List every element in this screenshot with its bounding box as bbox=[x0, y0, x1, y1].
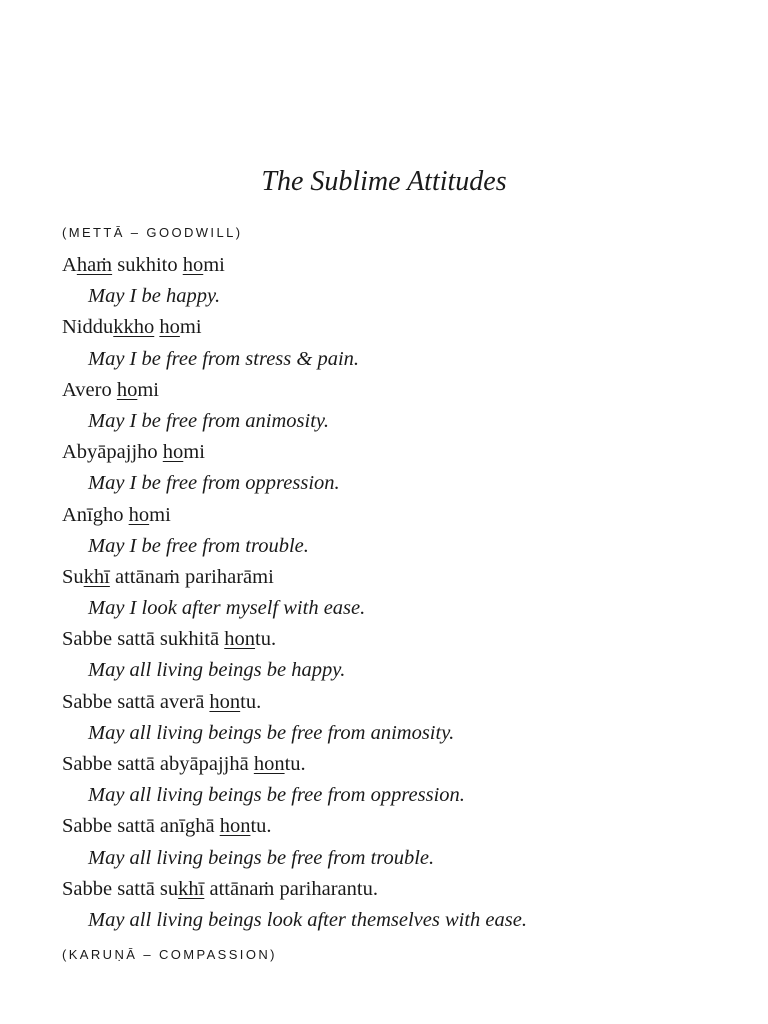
pali-line bbox=[62, 562, 742, 593]
section-heading-metta: (METTĀ – GOODWILL) bbox=[62, 225, 243, 240]
underlined-syllable: haṁ bbox=[76, 254, 113, 276]
pali-text: mi bbox=[179, 316, 202, 339]
pali-text: mi bbox=[137, 378, 159, 401]
english-translation: May all living beings be free from animosity. bbox=[88, 721, 455, 744]
pali-text: Sabbe sattā anīghā bbox=[62, 815, 220, 838]
page-title: The Sublime Attitudes bbox=[261, 166, 507, 197]
english-translation: May all living beings be free from trouble. bbox=[88, 846, 435, 869]
pali-text: Anīgho bbox=[62, 503, 129, 526]
pali-text: mi bbox=[203, 254, 225, 276]
pali-text: Sabbe sattā averā bbox=[62, 690, 210, 713]
pali-text: attānaṁ pariharāmi bbox=[109, 565, 274, 588]
pali-text: Avero bbox=[62, 378, 117, 401]
pali-line bbox=[62, 811, 742, 842]
pali-text: tu. bbox=[284, 753, 306, 775]
english-translation: May all living beings be free from oppression. bbox=[88, 784, 465, 807]
verse-list bbox=[62, 250, 742, 936]
pali-text: mi bbox=[149, 503, 171, 526]
english-translation: May I be free from trouble. bbox=[88, 534, 309, 557]
pali-text: tu. bbox=[250, 815, 272, 838]
pali-line bbox=[62, 312, 742, 343]
pali-text: sukhito bbox=[112, 254, 183, 276]
pali-line bbox=[62, 687, 742, 718]
underlined-syllable: ho bbox=[162, 441, 184, 464]
pali-text: Abyāpajjho bbox=[62, 441, 163, 464]
pali-text: A bbox=[62, 254, 77, 276]
pali-line bbox=[62, 437, 742, 468]
pali-line bbox=[62, 624, 742, 655]
underlined-syllable: ho bbox=[116, 378, 138, 401]
underlined-syllable: hon bbox=[209, 690, 241, 713]
underlined-syllable: kkho bbox=[113, 316, 155, 339]
pali-text: mi bbox=[183, 441, 205, 464]
underlined-syllable: hon bbox=[224, 628, 256, 651]
underlined-syllable: ho bbox=[128, 503, 150, 526]
english-translation: May I be free from animosity. bbox=[88, 409, 330, 432]
english-translation: May all living beings look after themselves with ease. bbox=[88, 908, 527, 931]
pali-text: Sabbe sattā sukhitā bbox=[62, 628, 225, 651]
pali-line bbox=[62, 874, 742, 905]
english-translation: May I look after myself with ease. bbox=[88, 597, 366, 620]
pali-text: Niddu bbox=[62, 316, 114, 339]
pali-text: attānaṁ pariharantu. bbox=[204, 877, 378, 900]
english-translation: May all living beings be happy. bbox=[88, 659, 346, 682]
english-translation: May I be happy. bbox=[88, 285, 221, 308]
pali-line bbox=[62, 250, 742, 281]
pali-line bbox=[62, 500, 742, 531]
pali-line bbox=[62, 375, 742, 406]
underlined-syllable: ho bbox=[159, 316, 180, 339]
section-heading-karuna: (KARUṆĀ – COMPASSION) bbox=[62, 947, 277, 962]
pali-text: Sabbe sattā abyāpajjhā bbox=[62, 753, 254, 775]
underlined-syllable: khī bbox=[178, 877, 205, 900]
underlined-syllable: ho bbox=[182, 254, 204, 276]
english-translation: May I be free from oppression. bbox=[88, 472, 340, 495]
pali-text: tu. bbox=[255, 628, 277, 651]
pali-text: tu. bbox=[240, 690, 262, 713]
underlined-syllable: khī bbox=[83, 565, 110, 588]
underlined-syllable: hon bbox=[253, 753, 285, 775]
english-translation: May I be free from stress & pain. bbox=[88, 347, 360, 370]
pali-line bbox=[62, 749, 742, 780]
pali-text: Su bbox=[62, 565, 84, 588]
pali-text: Sabbe sattā su bbox=[62, 877, 179, 900]
underlined-syllable: hon bbox=[219, 815, 251, 838]
